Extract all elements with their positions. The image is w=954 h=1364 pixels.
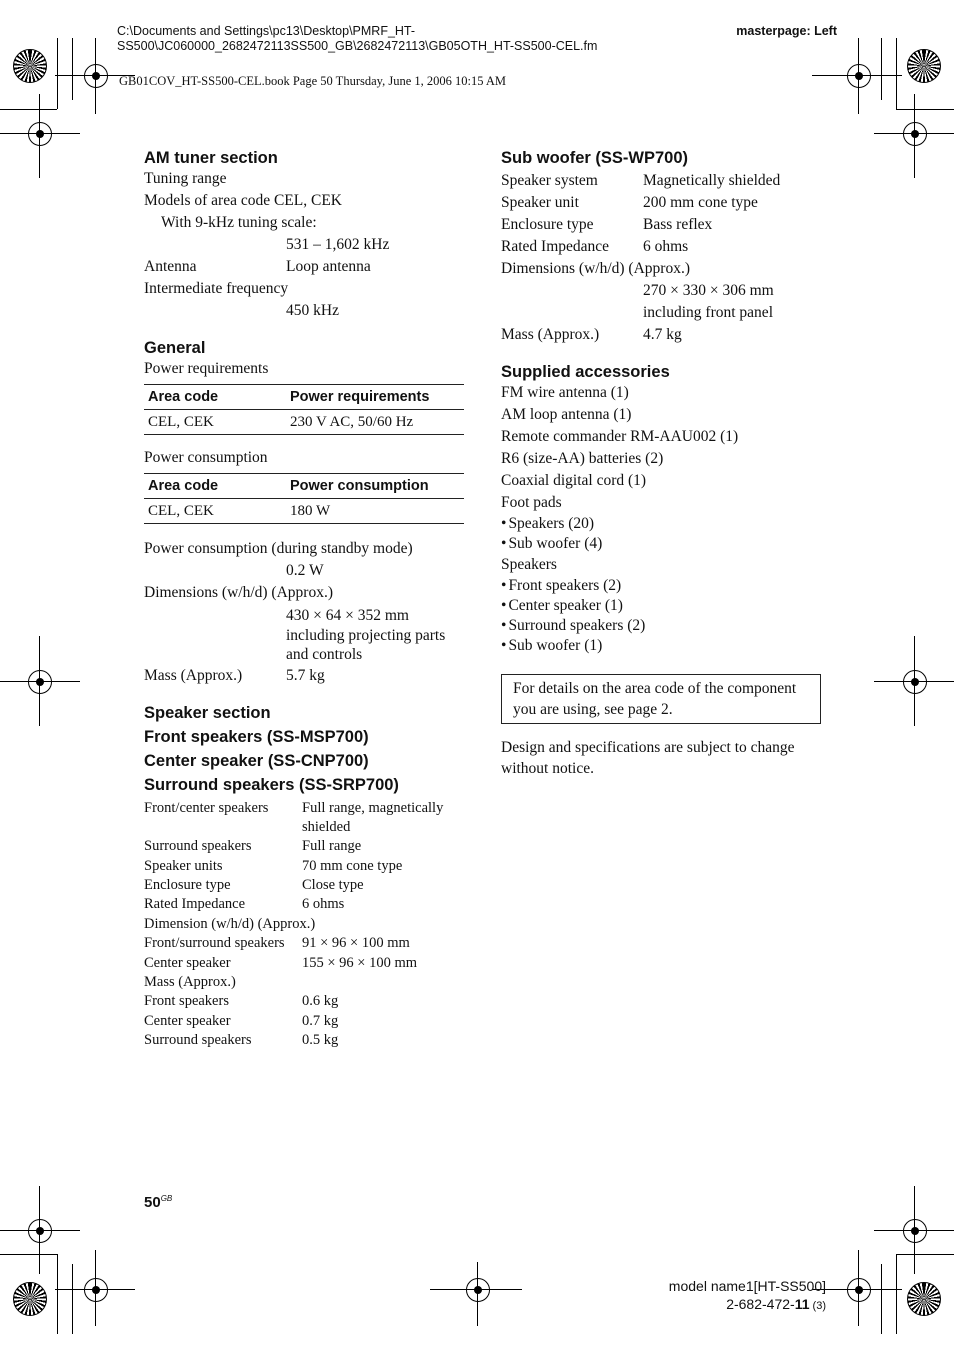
speaker-section-heading: Speaker section bbox=[144, 703, 271, 722]
subwoofer-heading: Sub woofer (SS-WP700) bbox=[501, 149, 689, 167]
area-code-note: For details on the area code of the component you are using, see page 2. bbox=[501, 674, 821, 724]
power-cons-label: Power consumption bbox=[144, 449, 268, 466]
sub-mass-value: 4.7 kg bbox=[643, 326, 682, 343]
speaker-spec-row bbox=[144, 934, 474, 953]
sub-dim-line-2: including front panel bbox=[643, 304, 773, 321]
spec-value: 200 mm cone type bbox=[643, 194, 758, 211]
if-value: 450 kHz bbox=[286, 302, 339, 319]
speaker-spec-row bbox=[144, 876, 474, 895]
spec-value: 0.6 kg bbox=[302, 993, 339, 1010]
spec-key: Enclosure type bbox=[501, 216, 594, 233]
spec-key: Surround speakers bbox=[144, 1032, 252, 1049]
page-number bbox=[144, 1194, 172, 1211]
if-label: Intermediate frequency bbox=[144, 280, 289, 297]
tuning-range-label: Tuning range bbox=[144, 170, 227, 187]
dimensions-value bbox=[144, 606, 474, 665]
sub-dim-label: Dimensions (w/h/d) (Approx.) bbox=[501, 260, 690, 277]
power-cons-table bbox=[144, 473, 464, 524]
cell-area-code: CEL, CEK bbox=[148, 413, 214, 430]
standby-label: Power consumption (during standby mode) bbox=[144, 540, 413, 557]
mass-label: Mass (Approx.) bbox=[144, 666, 243, 684]
col-power-req: Power requirements bbox=[290, 389, 430, 405]
disclaimer: Design and specifications are subject to change without notice. bbox=[501, 739, 795, 777]
footpads-list bbox=[501, 514, 831, 554]
center-speaker-heading: Center speaker (SS-CNP700) bbox=[144, 751, 369, 770]
col-power-cons: Power consumption bbox=[290, 478, 429, 494]
right-column bbox=[501, 148, 831, 656]
cell-power-cons: 180 W bbox=[290, 502, 331, 519]
dimensions-line-1: 430 × 64 × 352 mm bbox=[286, 607, 409, 624]
model-name: model name1[HT-SS500] bbox=[668, 1278, 826, 1294]
accessory-item: FM wire antenna (1) bbox=[501, 384, 629, 401]
page-number-suffix: GB bbox=[160, 1194, 173, 1203]
general-heading: General bbox=[144, 339, 206, 357]
dimensions-label: Dimensions (w/h/d) (Approx.) bbox=[144, 584, 333, 601]
antenna-label: Antenna bbox=[144, 258, 197, 275]
part-number-prefix: 2-682-472- bbox=[726, 1296, 795, 1312]
spec-key: Rated Impedance bbox=[501, 238, 610, 255]
spec-value: shielded bbox=[302, 818, 351, 835]
table-row bbox=[144, 410, 464, 435]
spec-value: 6 ohms bbox=[643, 238, 689, 255]
book-info-line: GB01COV_HT-SS500-CEL.book Page 50 Thursday, June 1, 2006 10:15 AM bbox=[119, 74, 507, 88]
subwoofer-spec-row bbox=[501, 214, 831, 236]
part-number bbox=[669, 1295, 826, 1315]
spec-key: Surround speakers bbox=[144, 838, 252, 855]
masterpage-label: masterpage: Left bbox=[736, 24, 837, 38]
spec-value: Full range, magnetically bbox=[302, 799, 444, 816]
models-label: Models of area code CEL, CEK bbox=[144, 192, 342, 209]
power-req-table bbox=[144, 384, 464, 435]
accessory-item: Remote commander RM-AAU002 (1) bbox=[501, 428, 739, 445]
model-info bbox=[669, 1277, 826, 1315]
antenna-value: Loop antenna bbox=[286, 258, 371, 275]
footpad-item: • Sub woofer (4) bbox=[501, 534, 831, 554]
left-column bbox=[144, 148, 474, 1051]
speaker-item: • Center speaker (1) bbox=[501, 596, 831, 616]
speaker-spec-row bbox=[144, 799, 474, 818]
mass-value: 5.7 kg bbox=[286, 666, 325, 684]
spec-value: 0.5 kg bbox=[302, 1032, 339, 1049]
am-tuner-heading: AM tuner section bbox=[144, 149, 278, 167]
page-number-value: 50 bbox=[144, 1194, 161, 1211]
dimensions-line-3: and controls bbox=[286, 646, 363, 663]
dimensions-line-2: including projecting parts bbox=[286, 626, 446, 644]
antenna-row bbox=[144, 256, 474, 278]
spec-key: Enclosure type bbox=[144, 877, 231, 894]
speakers-list bbox=[501, 576, 831, 656]
subwoofer-spec-row bbox=[501, 192, 831, 214]
spec-key: Front speakers bbox=[144, 993, 229, 1010]
speaker-spec-row bbox=[144, 992, 474, 1011]
speaker-spec-row bbox=[144, 973, 474, 992]
spec-key: Center speaker bbox=[144, 954, 231, 971]
spec-value: Magnetically shielded bbox=[643, 172, 781, 189]
speaker-item: • Front speakers (2) bbox=[501, 576, 831, 596]
standby-value: 0.2 W bbox=[286, 562, 324, 579]
spec-value: Full range bbox=[302, 838, 362, 855]
speaker-spec-row bbox=[144, 915, 474, 934]
footpad-item: • Speakers (20) bbox=[501, 514, 831, 534]
spec-key: Rated Impedance bbox=[144, 896, 246, 913]
power-req-label: Power requirements bbox=[144, 360, 269, 377]
front-speakers-heading: Front speakers (SS-MSP700) bbox=[144, 727, 369, 746]
accessories-list bbox=[501, 382, 831, 514]
cell-area-code: CEL, CEK bbox=[148, 502, 214, 519]
speaker-spec-row bbox=[144, 1012, 474, 1031]
subwoofer-spec-list bbox=[501, 170, 831, 258]
speaker-spec-row bbox=[144, 895, 474, 914]
spec-key: Speaker units bbox=[144, 857, 223, 874]
accessory-item: Coaxial digital cord (1) bbox=[501, 472, 647, 489]
speaker-spec-row bbox=[144, 857, 474, 876]
surround-speakers-heading: Surround speakers (SS-SRP700) bbox=[144, 775, 399, 794]
accessory-item: R6 (size-AA) batteries (2) bbox=[501, 450, 664, 467]
speaker-spec-row bbox=[144, 837, 474, 856]
speaker-spec-row bbox=[144, 1031, 474, 1050]
sub-mass-row bbox=[501, 324, 831, 346]
sub-mass-label: Mass (Approx.) bbox=[501, 326, 600, 343]
speaker-spec-list bbox=[144, 799, 474, 1051]
file-path: C:\Documents and Settings\pc13\Desktop\PMRF_HT-SS500\JC060000_2682472113SS500_GB\2682472113\GB05OTH_HT-SS500-CEL.fm bbox=[117, 24, 598, 53]
speaker-spec-row bbox=[144, 954, 474, 973]
spec-value: 0.7 kg bbox=[302, 1012, 339, 1029]
spec-value: 6 ohms bbox=[302, 896, 345, 913]
col-area-code: Area code bbox=[148, 478, 219, 494]
spec-key: Front/center speakers bbox=[144, 799, 269, 816]
sub-dim-line-1: 270 × 330 × 306 mm bbox=[643, 282, 774, 299]
spec-value: Bass reflex bbox=[643, 216, 713, 233]
spec-key: Mass (Approx.) bbox=[144, 974, 236, 991]
spec-key: Speaker system bbox=[501, 172, 598, 189]
speaker-item: • Sub woofer (1) bbox=[501, 636, 831, 656]
accessory-item: AM loop antenna (1) bbox=[501, 406, 632, 423]
subwoofer-spec-row bbox=[501, 236, 831, 258]
spec-key: Speaker unit bbox=[501, 194, 579, 211]
speakers-label: Speakers bbox=[501, 556, 557, 573]
spec-value: 70 mm cone type bbox=[302, 857, 403, 874]
accessories-heading: Supplied accessories bbox=[501, 363, 670, 381]
part-number-version: 11 bbox=[794, 1296, 810, 1312]
spec-value: 155 × 96 × 100 mm bbox=[302, 954, 418, 971]
col-area-code: Area code bbox=[148, 389, 219, 405]
table-row bbox=[144, 499, 464, 524]
cell-power-req: 230 V AC, 50/60 Hz bbox=[290, 413, 414, 430]
spec-key: Front/surround speakers bbox=[144, 935, 285, 952]
speaker-spec-row bbox=[144, 818, 474, 837]
spec-value: Close type bbox=[302, 877, 364, 894]
spec-value: 91 × 96 × 100 mm bbox=[302, 935, 410, 952]
mass-row bbox=[144, 665, 474, 687]
tuning-scale-label: With 9-kHz tuning scale: bbox=[161, 214, 317, 231]
spec-key: Dimension (w/h/d) (Approx.) bbox=[144, 915, 316, 932]
speaker-item: • Surround speakers (2) bbox=[501, 616, 831, 636]
subwoofer-spec-row bbox=[501, 170, 831, 192]
accessory-item: Foot pads bbox=[501, 494, 562, 511]
spec-key: Center speaker bbox=[144, 1012, 231, 1029]
part-number-suffix: (3) bbox=[809, 1300, 826, 1312]
tuning-scale-value: 531 – 1,602 kHz bbox=[286, 236, 390, 253]
